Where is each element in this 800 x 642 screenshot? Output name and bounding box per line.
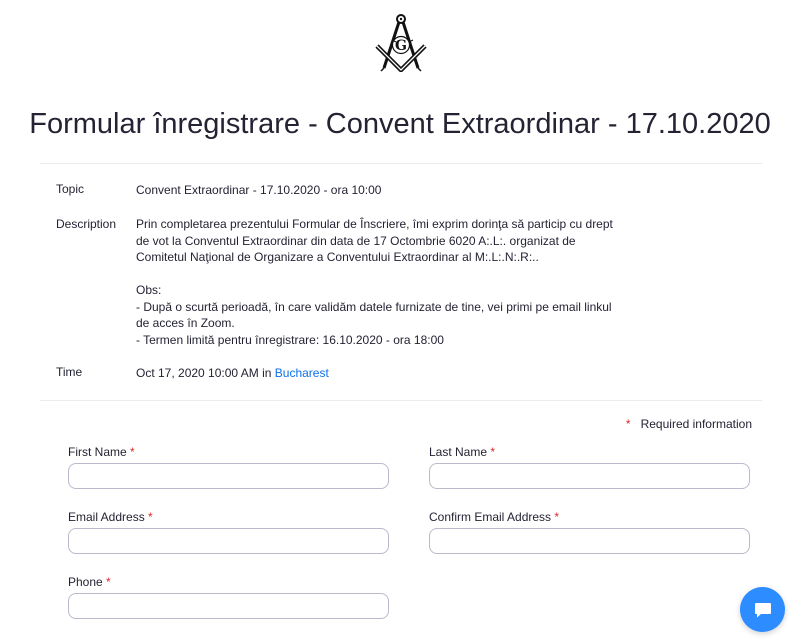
divider xyxy=(40,163,762,164)
time-connector: in xyxy=(262,366,272,380)
phone-label xyxy=(68,575,111,589)
required-star: * xyxy=(490,445,496,459)
confirm-email-label-text: Confirm Email Address xyxy=(429,510,552,524)
description-blank-line xyxy=(136,266,596,283)
required-star: * xyxy=(130,445,135,459)
chat-bubble-icon xyxy=(753,600,773,620)
time-label: Time xyxy=(56,365,83,379)
time-datetime: Oct 17, 2020 10:00 AM xyxy=(136,366,259,380)
first-name-input[interactable] xyxy=(68,463,389,489)
confirm-email-label xyxy=(429,510,559,524)
confirm-email-input[interactable] xyxy=(429,528,750,554)
description-line: - După o scurtă perioadă, în care validăm datele furnizate de tine, vei primi pe email linkul xyxy=(136,299,612,314)
description-line: Prin completarea prezentului Formular de Înscriere, îmi exprim dorinţa să particip cu drept xyxy=(136,217,613,231)
phone-label-text: Phone xyxy=(68,575,103,589)
first-name-label-text: First Name xyxy=(68,445,127,459)
topic-value: Convent Extraordinar - 17.10.2020 - ora 10:00 xyxy=(136,183,382,197)
required-note-text: Required information xyxy=(640,417,752,431)
topic-label: Topic xyxy=(56,182,85,196)
email-label xyxy=(68,510,153,524)
required-information-note xyxy=(626,417,752,431)
description-line: Comitetul Naţional de Organizare a Conventului Extraordinar al M:.L:.N:.R:.. xyxy=(136,250,539,264)
last-name-label-text: Last Name xyxy=(429,445,488,459)
description-line: - Termen limită pentru înregistrare: 16.10.2020 - ora 18:00 xyxy=(136,332,444,347)
square-and-compasses-logo xyxy=(372,12,430,72)
required-star: * xyxy=(106,575,111,589)
divider xyxy=(40,400,762,401)
description-label: Description xyxy=(56,217,117,231)
email-input[interactable] xyxy=(68,528,389,554)
phone-input[interactable] xyxy=(68,593,389,619)
required-star: * xyxy=(554,510,560,524)
svg-text:G: G xyxy=(395,38,407,54)
description-text xyxy=(136,216,613,348)
time-value xyxy=(136,365,596,382)
description-line: de vot la Conventul Extraordinar din data de 17 Octombrie 6020 A:.L:. organizat de xyxy=(136,233,576,248)
required-star: * xyxy=(148,510,153,524)
description-line: Obs: xyxy=(136,283,162,297)
required-star: * xyxy=(625,417,631,431)
last-name-input[interactable] xyxy=(429,463,750,489)
page-title: Formular înregistrare - Convent Extraordinar - 17.10.2020 xyxy=(29,108,771,140)
chat-button[interactable] xyxy=(740,587,785,632)
last-name-label xyxy=(429,445,495,459)
first-name-label xyxy=(68,445,135,459)
email-label-text: Email Address xyxy=(68,510,145,524)
description-line: de acces în Zoom. xyxy=(136,316,235,330)
timezone-link[interactable]: Bucharest xyxy=(274,366,329,380)
